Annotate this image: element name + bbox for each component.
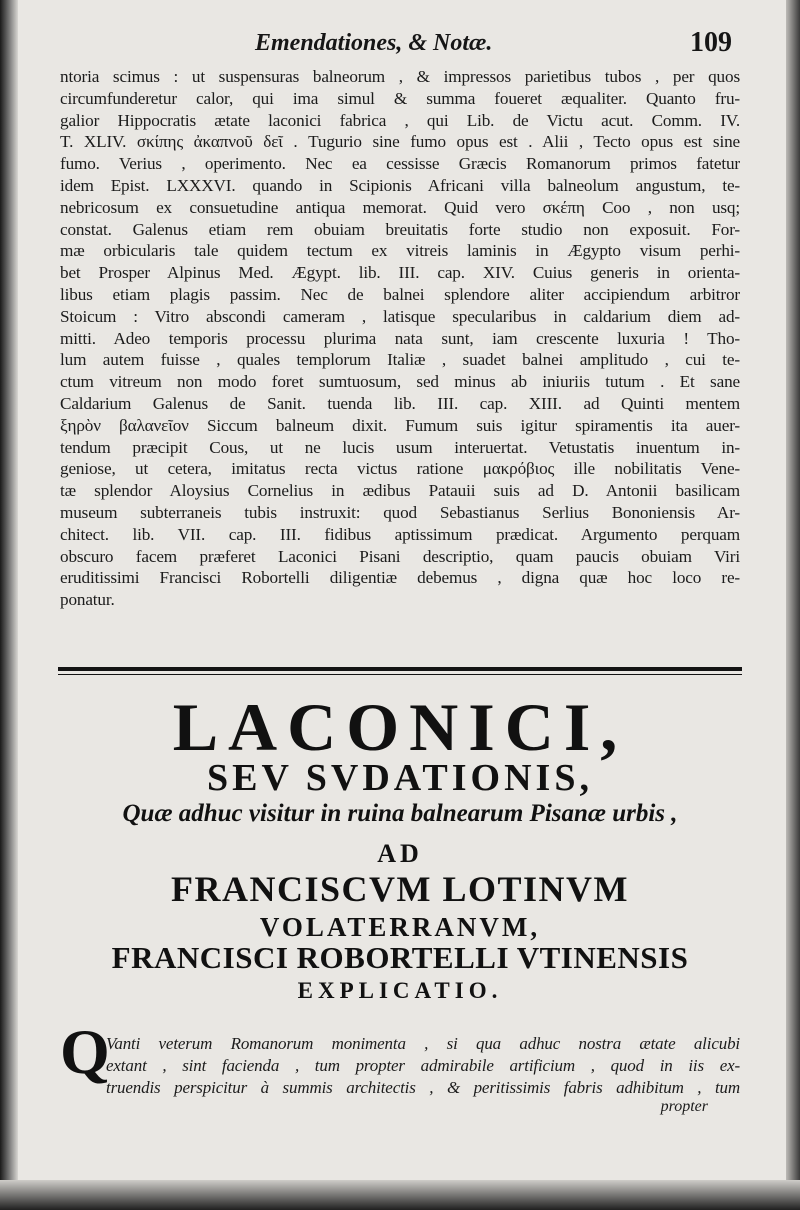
catchword: propter [660,1098,708,1115]
section-rule-thick [58,667,742,671]
text-line: constat. Galenus etiam rem obuiam breuitatis forte studio non exposuit. For- [60,219,740,239]
text-line: obscuro facem præferet Laconici Pisani descriptio, quam paucis obuiam Viri [60,546,740,566]
text-line: ponatur. [60,590,115,610]
text-line: truendis perspicitur à summis architectis , & peritissimis fabris adhibitum , tum [106,1077,740,1097]
text-line: tæ splendor Aloysius Cornelius in ædibus Patauii suis ad D. Antonii basilicam [60,481,740,501]
section-rule-thin [58,674,742,675]
title-origin: VOLATERRANVM, [259,912,541,942]
binding-shadow [0,0,18,1210]
text-line: mæ orbicularis tale quidem tectum ex vitreis laminis in Ægypto visum perhi- [60,241,740,261]
title-main: LACONICI, [172,689,628,765]
page-edge-shadow [786,0,800,1210]
text-line: mitti. Adeo temporis processu plurima nata sunt, iam crescente luxuria ! Tho- [60,328,740,348]
title-recipient: FRANCISCVM LOTINVM [171,869,629,909]
title-description: Quæ adhuc visitur in ruina balnearum Pisanæ urbis , [122,800,678,827]
text-line: nebricosum ex consuetudine antiqua memorat. Quid vero σκέπη Coo , non usq; [60,197,740,217]
text-line: circumfunderetur calor, qui ima simul & summa foueret æqualiter. Quanto fru- [60,88,740,108]
text-line: ntoria scimus : ut suspensuras balneorum , & impressos parietibus tubos , per quos [60,67,740,86]
text-line: lum autem fuisse , quales templorum Italiæ , suadet balnei amplitudo , cui te- [60,350,740,370]
text-line: Stoicum : Vitro abscondi cameram , latisque specularibus in caldarium diem ad- [60,306,740,326]
text-line: galior Hippocratis ætate laconici fabrica , qui Lib. de Victu acut. Comm. IV. [60,110,740,130]
text-line: ξηρὸν βαλανεῖον Siccum balneum dixit. Fumum suis igitur spiramentis ita auer- [60,415,740,435]
text-line: extant , sint facienda , tum propter admirabile artificium , quod in iis ex- [106,1055,740,1075]
intro-paragraph [106,1033,740,1098]
text-line: eruditissimi Francisci Robortelli diligentiæ debemus , digna quæ hoc loco re- [60,568,740,588]
text-line: Vanti veterum Romanorum monimenta , si qua adhuc nostra ætate alicubi [106,1034,740,1053]
title-ad: AD [377,839,423,868]
text-line: fumo. Verius , operimento. Nec ea cessisse Græcis Romanorum primos fatetur [60,154,740,174]
text-line: T. XLIV. σκίπης ἀκαπνοῦ δεῖ . Tugurio sine fumo opus est . Alii , Tecto opus est sine [60,132,740,152]
text-line: ctum vitreum non modo foret sumtuosum, sed minus ab iniuriis tutum . Et sane [60,372,740,392]
title-explicatio: EXPLICATIO. [297,978,503,1003]
drop-cap: Q [60,1016,110,1087]
running-head: Emendationes, & Notæ. [255,30,493,56]
text-line: bet Prosper Alpinus Med. Ægypt. lib. III. cap. XIV. Cuius generis in orienta- [60,263,740,283]
text-line: libus etiam plagis passim. Nec de balnei splendore aliter accipiendum arbitror [60,284,740,304]
text-line: museum subterraneis tubis instruxit: quod Sebastianus Serlius Bononiensis Ar- [60,502,740,522]
text-line: Caldarium Galenus de Sanit. tuenda lib. III. cap. XIII. ad Quinti mentem [60,393,740,413]
body-paragraph [60,66,740,611]
page-header [60,27,740,60]
title-subtitle: SEV SVDATIONIS, [207,757,593,799]
text-line: idem Epist. LXXXVI. quando in Scipionis Africani villa balneolum angustum, te- [60,175,740,195]
page-number: 109 [690,27,732,58]
title-author: FRANCISCI ROBORTELLI VTINENSIS [111,940,689,975]
page-bottom-shadow [0,1180,800,1210]
text-line: chitect. lib. VII. cap. III. fidibus aptissimum prædicat. Argumento perquam [60,524,740,544]
text-line: geniose, ut cetera, imitatus recta victus ratione μακρόβιος ille nobilitatis Vene- [60,459,740,479]
text-line: tendum præcipit Cous, ut ne lucis usum interuertat. Vetustatis inuentum in- [60,437,740,457]
